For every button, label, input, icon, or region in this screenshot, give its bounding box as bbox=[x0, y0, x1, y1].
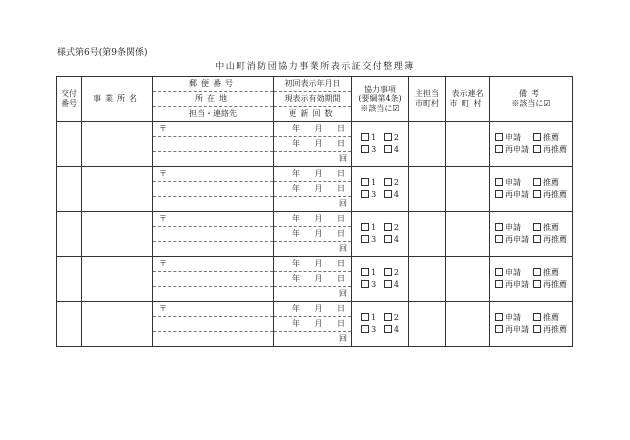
cell-contact[interactable] bbox=[153, 197, 274, 212]
checkbox-icon[interactable] bbox=[361, 190, 369, 198]
checkbox-icon[interactable] bbox=[495, 145, 503, 153]
checkbox-icon[interactable] bbox=[361, 133, 369, 141]
checkbox-icon[interactable] bbox=[495, 190, 503, 198]
cell-remarks[interactable]: 申請 再申請 推薦 再推薦 bbox=[490, 167, 573, 212]
cell-manager-municipality[interactable] bbox=[409, 212, 446, 257]
cell-cooperation[interactable]: 1 2 3 4 bbox=[352, 167, 409, 212]
cell-current-validity[interactable]: 年 月 日 bbox=[274, 227, 352, 242]
cell-display-union[interactable] bbox=[446, 302, 490, 347]
checkbox-icon[interactable] bbox=[361, 235, 369, 243]
cell-manager-municipality[interactable] bbox=[409, 257, 446, 302]
postal-mark-icon: 〒 bbox=[159, 214, 167, 224]
checkbox-icon[interactable] bbox=[361, 223, 369, 231]
cell-address[interactable] bbox=[153, 317, 274, 332]
cell-renewal-count[interactable]: 回 bbox=[274, 197, 352, 212]
checkbox-icon[interactable] bbox=[533, 280, 541, 288]
checkbox-icon[interactable] bbox=[533, 313, 541, 321]
cell-cooperation[interactable]: 1 2 3 4 bbox=[352, 257, 409, 302]
checkbox-icon[interactable] bbox=[533, 325, 541, 333]
checkbox-icon[interactable] bbox=[533, 133, 541, 141]
cell-delivery-no[interactable] bbox=[57, 257, 82, 302]
cell-delivery-no[interactable] bbox=[57, 167, 82, 212]
cell-delivery-no[interactable] bbox=[57, 212, 82, 257]
header-postal-code: 郵便番号 bbox=[153, 77, 274, 92]
cell-manager-municipality[interactable] bbox=[409, 122, 446, 167]
cell-postal-code[interactable] bbox=[153, 302, 274, 317]
checkbox-icon[interactable] bbox=[384, 178, 392, 186]
header-renewal-count: 更新回数 bbox=[274, 107, 352, 122]
cell-office-name[interactable] bbox=[82, 167, 153, 212]
checked-box-icon: ☑ bbox=[392, 103, 400, 113]
checkbox-icon[interactable] bbox=[533, 268, 541, 276]
cell-office-name[interactable] bbox=[82, 212, 153, 257]
cell-address[interactable] bbox=[153, 137, 274, 152]
header-address: 所在地 bbox=[153, 92, 274, 107]
cell-current-validity[interactable]: 年 月 日 bbox=[274, 272, 352, 287]
checkbox-icon[interactable] bbox=[495, 178, 503, 186]
checkbox-icon[interactable] bbox=[533, 178, 541, 186]
cell-first-display-date[interactable]: 年 月 日 bbox=[274, 212, 352, 227]
postal-mark-icon: 〒 bbox=[159, 169, 167, 179]
checkbox-icon[interactable] bbox=[384, 313, 392, 321]
register-title: 中山町消防団協力事業所表示証交付整理簿 bbox=[215, 62, 415, 72]
cell-display-union[interactable] bbox=[446, 212, 490, 257]
cell-office-name[interactable] bbox=[82, 302, 153, 347]
cell-first-display-date[interactable]: 年 月 日 bbox=[274, 257, 352, 272]
postal-mark-icon: 〒 bbox=[159, 304, 167, 314]
cell-manager-municipality[interactable] bbox=[409, 302, 446, 347]
header-cooperation: 協力事項 (要綱第4条) ※該当に☑ bbox=[352, 77, 409, 122]
checkbox-icon[interactable] bbox=[384, 190, 392, 198]
cell-postal-code[interactable] bbox=[153, 167, 274, 182]
cell-current-validity[interactable]: 年 月 日 bbox=[274, 317, 352, 332]
cell-address[interactable] bbox=[153, 272, 274, 287]
cell-renewal-count[interactable]: 回 bbox=[274, 332, 352, 347]
header-manager-municipality: 主担当 市町村 bbox=[409, 77, 446, 122]
checkbox-icon[interactable] bbox=[384, 133, 392, 141]
header-display-union: 表示連名 市町村 bbox=[446, 77, 490, 122]
checkbox-icon[interactable] bbox=[384, 325, 392, 333]
cell-renewal-count[interactable]: 回 bbox=[274, 152, 352, 167]
header-office-name: 事業所名 bbox=[82, 77, 153, 122]
checkbox-icon[interactable] bbox=[361, 268, 369, 276]
cell-contact[interactable] bbox=[153, 332, 274, 347]
checkbox-icon[interactable] bbox=[384, 235, 392, 243]
header-remarks: 備考 ※該当に☑ bbox=[490, 77, 573, 122]
register-table bbox=[56, 76, 573, 347]
cell-display-union[interactable] bbox=[446, 167, 490, 212]
checkbox-icon[interactable] bbox=[495, 313, 503, 321]
cell-first-display-date[interactable]: 年 月 日 bbox=[274, 167, 352, 182]
cell-contact[interactable] bbox=[153, 242, 274, 257]
checkbox-icon[interactable] bbox=[495, 133, 503, 141]
checkbox-icon[interactable] bbox=[361, 178, 369, 186]
cell-postal-code[interactable] bbox=[153, 122, 274, 137]
cell-delivery-no[interactable] bbox=[57, 122, 82, 167]
cell-display-union[interactable] bbox=[446, 257, 490, 302]
cell-first-display-date[interactable]: 年 月 日 bbox=[274, 122, 352, 137]
checkbox-icon[interactable] bbox=[384, 145, 392, 153]
checkbox-icon[interactable] bbox=[533, 223, 541, 231]
cell-remarks[interactable]: 申請 再申請 推薦 再推薦 bbox=[490, 257, 573, 302]
checkbox-icon[interactable] bbox=[384, 268, 392, 276]
header-current-validity: 現表示有効期間 bbox=[274, 92, 352, 107]
checkbox-icon[interactable] bbox=[495, 280, 503, 288]
cell-current-validity[interactable]: 年 月 日 bbox=[274, 137, 352, 152]
cell-renewal-count[interactable]: 回 bbox=[274, 242, 352, 257]
checkbox-icon[interactable] bbox=[495, 325, 503, 333]
postal-mark-icon: 〒 bbox=[159, 124, 167, 134]
cell-address[interactable] bbox=[153, 227, 274, 242]
cell-display-union[interactable] bbox=[446, 122, 490, 167]
cell-remarks[interactable]: 申請 再申請 推薦 再推薦 bbox=[490, 212, 573, 257]
cell-remarks[interactable]: 申請 再申請 推薦 再推薦 bbox=[490, 122, 573, 167]
cell-manager-municipality[interactable] bbox=[409, 167, 446, 212]
cell-office-name[interactable] bbox=[82, 257, 153, 302]
checkbox-icon[interactable] bbox=[533, 190, 541, 198]
checkbox-icon[interactable] bbox=[533, 235, 541, 243]
checked-box-icon: ☑ bbox=[543, 99, 551, 108]
cell-first-display-date[interactable]: 年 月 日 bbox=[274, 302, 352, 317]
checkbox-icon[interactable] bbox=[495, 223, 503, 231]
cell-contact[interactable] bbox=[153, 287, 274, 302]
cell-cooperation[interactable]: 1 2 3 4 bbox=[352, 302, 409, 347]
checkbox-icon[interactable] bbox=[361, 325, 369, 333]
checkbox-icon[interactable] bbox=[533, 145, 541, 153]
postal-mark-icon: 〒 bbox=[159, 259, 167, 269]
cell-delivery-no[interactable] bbox=[57, 302, 82, 347]
cell-postal-code[interactable] bbox=[153, 257, 274, 272]
checkbox-icon[interactable] bbox=[361, 280, 369, 288]
checkbox-icon[interactable] bbox=[384, 223, 392, 231]
checkbox-icon[interactable] bbox=[361, 313, 369, 321]
header-contact: 担当・連絡先 bbox=[153, 107, 274, 122]
checkbox-icon[interactable] bbox=[361, 145, 369, 153]
header-delivery-no: 交付 番号 bbox=[57, 77, 82, 122]
checkbox-icon[interactable] bbox=[495, 268, 503, 276]
checkbox-icon[interactable] bbox=[495, 235, 503, 243]
cell-renewal-count[interactable]: 回 bbox=[274, 287, 352, 302]
cell-office-name[interactable] bbox=[82, 122, 153, 167]
cell-postal-code[interactable] bbox=[153, 212, 274, 227]
header-first-display-date: 初回表示年月日 bbox=[274, 77, 352, 92]
cell-cooperation[interactable]: 1 2 3 4 bbox=[352, 212, 409, 257]
form-number: 様式第6号(第9条関係) bbox=[57, 48, 148, 58]
cell-contact[interactable] bbox=[153, 152, 274, 167]
cell-remarks[interactable]: 申請 再申請 推薦 再推薦 bbox=[490, 302, 573, 347]
cell-address[interactable] bbox=[153, 182, 274, 197]
checkbox-icon[interactable] bbox=[384, 280, 392, 288]
cell-cooperation[interactable]: 1 2 3 4 bbox=[352, 122, 409, 167]
cell-current-validity[interactable]: 年 月 日 bbox=[274, 182, 352, 197]
